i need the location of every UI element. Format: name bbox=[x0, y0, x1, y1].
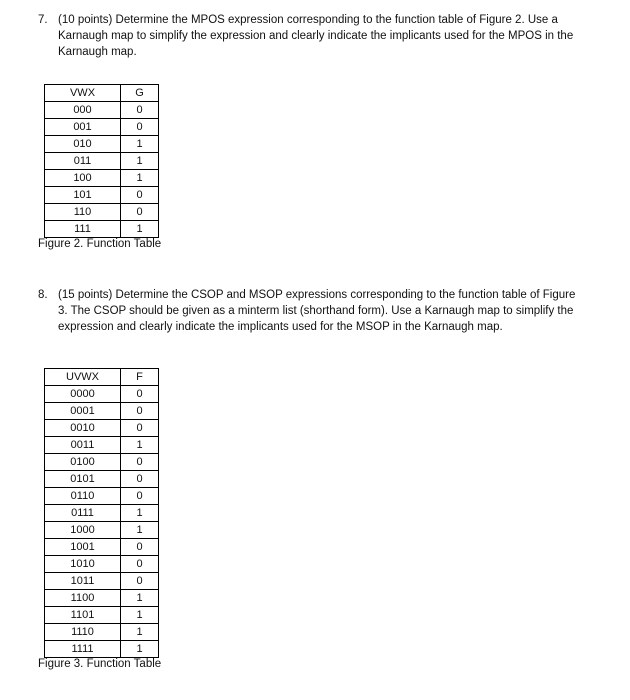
table-row bbox=[45, 539, 159, 556]
output-cell: 0 bbox=[121, 539, 159, 556]
output-cell: 0 bbox=[121, 102, 159, 119]
function-table-figure-2-body bbox=[45, 85, 159, 238]
table-row bbox=[45, 102, 159, 119]
input-cell: 1100 bbox=[45, 590, 121, 607]
input-cell: 101 bbox=[45, 187, 121, 204]
function-table-figure-3 bbox=[44, 368, 159, 658]
input-cell: 1000 bbox=[45, 522, 121, 539]
input-cell: 0111 bbox=[45, 505, 121, 522]
input-cell: 011 bbox=[45, 153, 121, 170]
function-table-figure-2 bbox=[44, 84, 159, 238]
table-row bbox=[45, 420, 159, 437]
output-cell: 0 bbox=[121, 454, 159, 471]
table-row bbox=[45, 454, 159, 471]
table-row bbox=[45, 403, 159, 420]
input-cell: 1011 bbox=[45, 573, 121, 590]
table-row bbox=[45, 641, 159, 658]
output-cell: 0 bbox=[121, 556, 159, 573]
input-cell: 0101 bbox=[45, 471, 121, 488]
table-row bbox=[45, 187, 159, 204]
output-cell: 0 bbox=[121, 403, 159, 420]
input-cell: 1010 bbox=[45, 556, 121, 573]
table-row bbox=[45, 386, 159, 403]
table-row bbox=[45, 221, 159, 238]
input-cell: 100 bbox=[45, 170, 121, 187]
figure-3-caption: Figure 3. Function Table bbox=[38, 658, 162, 670]
output-cell: 0 bbox=[121, 573, 159, 590]
problem-8-number: 8. bbox=[38, 289, 48, 301]
input-cell: 1001 bbox=[45, 539, 121, 556]
input-cell: 000 bbox=[45, 102, 121, 119]
function-table-figure-3-body bbox=[45, 369, 159, 658]
output-cell: 1 bbox=[121, 590, 159, 607]
output-cell: 0 bbox=[121, 488, 159, 505]
table-row bbox=[45, 573, 159, 590]
output-cell: 0 bbox=[121, 119, 159, 136]
input-cell: 0100 bbox=[45, 454, 121, 471]
output-cell: 1 bbox=[121, 522, 159, 539]
table-row bbox=[45, 624, 159, 641]
table-row bbox=[45, 204, 159, 221]
input-cell: 111 bbox=[45, 221, 121, 238]
input-cell: 010 bbox=[45, 136, 121, 153]
output-cell: 1 bbox=[121, 437, 159, 454]
output-cell: 1 bbox=[121, 136, 159, 153]
problem-8 bbox=[38, 287, 578, 335]
table-row bbox=[45, 170, 159, 187]
table-row bbox=[45, 522, 159, 539]
output-cell: 1 bbox=[121, 607, 159, 624]
output-cell: 0 bbox=[121, 204, 159, 221]
output-cell: 1 bbox=[121, 624, 159, 641]
table-row bbox=[45, 556, 159, 573]
table-header-row bbox=[45, 85, 159, 102]
figure-2-caption: Figure 2. Function Table bbox=[38, 238, 162, 250]
table-header-row bbox=[45, 369, 159, 386]
output-cell: 0 bbox=[121, 187, 159, 204]
header-output-g: G bbox=[121, 85, 159, 102]
problem-7-text: (10 points) Determine the MPOS expression corresponding to the function table of Figure 2. Use a Karnaugh map to simplify the expression and clearly indicate the implicants used for the MPOS in the Karnaugh map. bbox=[58, 14, 574, 58]
output-cell: 0 bbox=[121, 386, 159, 403]
input-cell: 001 bbox=[45, 119, 121, 136]
output-cell: 1 bbox=[121, 170, 159, 187]
problem-8-text: (15 points) Determine the CSOP and MSOP expressions corresponding to the function table of Figure 3. The CSOP should be given as a minterm list (shorthand form). Use a Karnaugh map to simplify the expression and clearly indicate the implicants used for the MSOP in the Karnaugh map. bbox=[58, 289, 576, 333]
header-input-uvwx: UVWX bbox=[45, 369, 121, 386]
header-input-vwx: VWX bbox=[45, 85, 121, 102]
input-cell: 1101 bbox=[45, 607, 121, 624]
problem-7-number: 7. bbox=[38, 14, 48, 26]
output-cell: 0 bbox=[121, 420, 159, 437]
input-cell: 0110 bbox=[45, 488, 121, 505]
input-cell: 1111 bbox=[45, 641, 121, 658]
input-cell: 0001 bbox=[45, 403, 121, 420]
table-row bbox=[45, 488, 159, 505]
table-row bbox=[45, 153, 159, 170]
input-cell: 0000 bbox=[45, 386, 121, 403]
output-cell: 0 bbox=[121, 471, 159, 488]
header-output-f: F bbox=[121, 369, 159, 386]
output-cell: 1 bbox=[121, 221, 159, 238]
table-row bbox=[45, 437, 159, 454]
input-cell: 0010 bbox=[45, 420, 121, 437]
table-row bbox=[45, 471, 159, 488]
table-row bbox=[45, 136, 159, 153]
table-row bbox=[45, 505, 159, 522]
output-cell: 1 bbox=[121, 505, 159, 522]
problem-7 bbox=[38, 12, 578, 60]
table-row bbox=[45, 590, 159, 607]
input-cell: 1110 bbox=[45, 624, 121, 641]
output-cell: 1 bbox=[121, 153, 159, 170]
input-cell: 110 bbox=[45, 204, 121, 221]
table-row bbox=[45, 119, 159, 136]
table-row bbox=[45, 607, 159, 624]
output-cell: 1 bbox=[121, 641, 159, 658]
input-cell: 0011 bbox=[45, 437, 121, 454]
